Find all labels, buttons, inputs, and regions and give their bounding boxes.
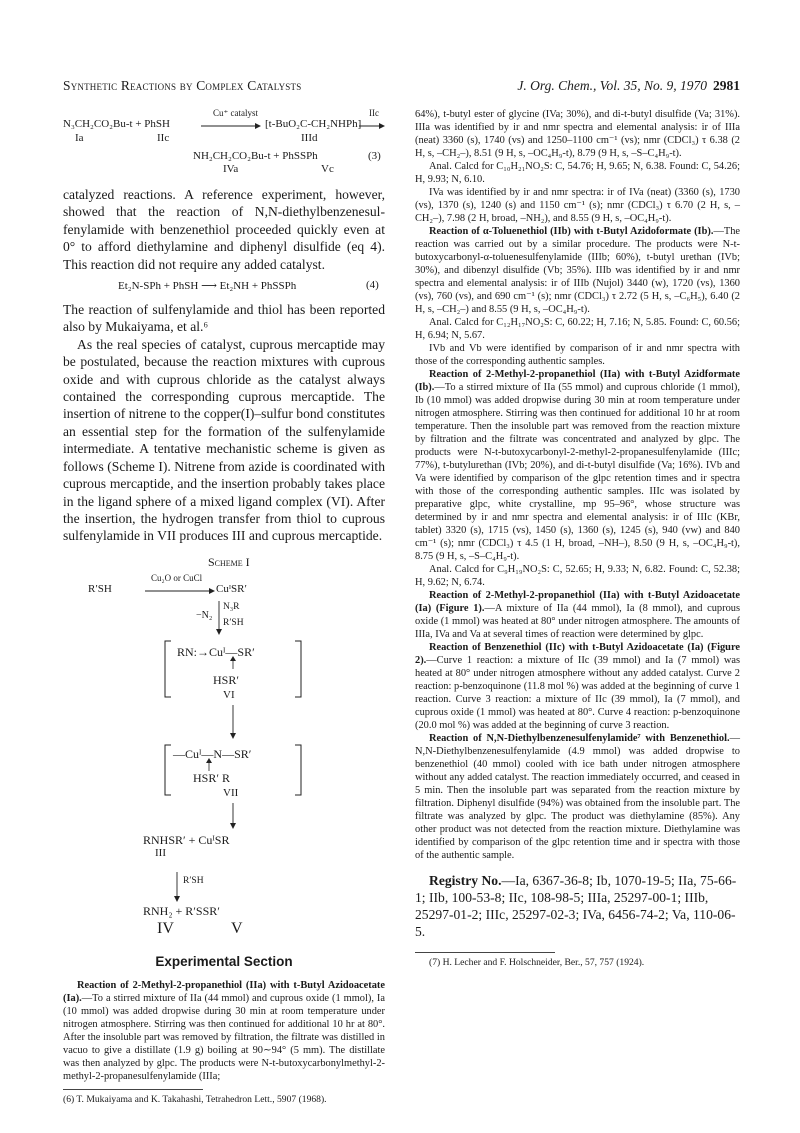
eq3-label-ia: Ia (75, 132, 84, 144)
eq3-label-iic: IIc (157, 132, 170, 144)
journal-citation: J. Org. Chem., Vol. 35, No. 9, 1970 (517, 78, 707, 93)
registry-label: Registry No. (429, 873, 502, 888)
scheme-iii-line: RNHSR′ + CuᴵSR (143, 832, 230, 847)
right-paragraph-6: IVb and Vb were identified by comparison of ir and nmr spectra with those of the corresponding authentic samples. (415, 343, 740, 367)
equation-4 (63, 279, 385, 297)
footnote-rule-left (63, 1089, 203, 1090)
eq3-products: NH₂CH₂CO₂Bu-t + PhSSPh (193, 150, 318, 162)
right-p9-body: —A mixture of IIa (44 mmol), Ia (8 mmol), and cuprous oxide (1 mmol) was heated at 80° under nitrogen atmosphere. The amounts of IIIa, IVa and Va at several times of reaction were determined by glpc. (415, 603, 741, 640)
eq3-number: (3) (368, 150, 381, 162)
scheme-rsh-2: R′SH (223, 617, 244, 628)
eq3-label-vc: Vc (321, 163, 334, 175)
left-paragraph-1: catalyzed reactions. A reference experiment, however, showed that the reaction of N,N-diethylbenzenesulfenylamide with benzenethiol proceeded quickly even at 0° to afford diethylamine and diphenyl disulfide (eq 4). This reaction did not require any added catalyst. (63, 187, 385, 272)
registry-body: —Ia, 6367-36-8; Ib, 1070-19-5; IIa, 75-66-1; IIb, 100-53-8; IIc, 108-98-5; IIIa, 25297-00-1; IIIb, 25297-01-2; IIIc, 25297-02-3; IVa, 6456-74-2; Va, 110-06-5. (415, 873, 737, 939)
scheme-i (63, 555, 385, 880)
experimental-p1-title: Reaction of 2-Methyl-2-propanethiol (IIa) with t-Butyl Azidoacetate (Ia). (63, 979, 385, 1004)
right-paragraph-11 (415, 732, 740, 862)
footnote-7: (7) H. Lecher and F. Holschneider, Ber., 57, 757 (1924). (429, 957, 645, 968)
right-paragraph-5: Anal. Calcd for C₁₂H₁₇NO₂S: C, 60.22; H, 7.16; N, 5.85. Found: C, 60.56; H, 6.94; N, 5.67. (415, 317, 740, 341)
eq3-label-iva: IVa (223, 163, 239, 175)
right-p9-title: Reaction of 2-Methyl-2-propanethiol (IIa) with t-Butyl Azidoacetate (Ia) (Figure 1). (415, 590, 740, 614)
right-paragraph-2: Anal. Calcd for C₁₀H₂₁NO₂S: C, 54.76; H, 9.65; N, 6.38. Found: C, 54.26; H, 9.93; N, 6.10. (415, 161, 740, 185)
scheme-arrow-4 (229, 803, 237, 829)
right-p7-title: Reaction of 2-Methyl-2-propanethiol (IIa) with t-Butyl Azidformate (Ib). (415, 369, 740, 393)
eq3-catalyst: Cu⁺ catalyst (213, 108, 258, 118)
eq3-arrow-2 (359, 122, 385, 130)
scheme-final-step (63, 875, 385, 948)
right-paragraph-1: 64%), t-butyl ester of glycine (IVa; 30%), and di-t-butyl disulfide (Va; 31%). IIIa was identified by ir and nmr spectra and elemental analysis: ir of IIIa (neat) 3360 (s), 1740 (vs) and 1250–1100 cm⁻¹ (vs); nmr (CDCl₃) τ 6.38 (2 H, s, –CH₂–), 8.51 (9 H, s, –OC₄H₉-t), 8.79 (9 H, s, –S–C₄H₉-t). (415, 109, 740, 159)
scheme-arrow-5 (173, 872, 181, 902)
eq3-label-iiid: IIId (301, 132, 318, 144)
eq4-text: Et₂N-SPh + PhSH ⟶ Et₂NH + PhSSPh (118, 280, 297, 293)
right-p11-body: —N,N-Diethylbenzenesulfenylamide (4.9 mmol) was added dropwise to benzenethiol (40 mmol) cooled with ice bath under nitrogen atmosphere without any added catalyst. The reaction immediately occurred, and ceased in 5 min. Then the insoluble part was separated from the reaction mixture by filtration. Diphenyl disulfide (94%) was obtained from the insoluble part. The filtrate was analyzed by glpc. The product was diethylamine (85%). Any other product was not detected from the reaction mixture. Diethylamine was identified by comparison of the glpc retention time and ir spectra with those of the authentic sample. (415, 733, 740, 861)
scheme-n3r: N₃R (223, 601, 240, 612)
scheme-arrow-3 (229, 705, 237, 739)
right-p10-body: —Curve 1 reaction: a mixture of IIc (39 mmol) and Ia (7 mmol) was heated at 80° under nitrogen atmosphere without any added catalyst. Curve 2 reaction: p-benzoquinone (11.8 mol %) was added at the beginning of curve 1 reaction. Curve 3 reaction: a mixture of IIc (39 mmol), Ia (7 mmol), and cuprous oxide (1 mmol) was heated at 80°. Curve 4 reaction: p-benzoquinone (20.0 mol %) was added at the beginning of curve 3 reaction. (415, 655, 740, 731)
footnote-6: (6) T. Mukaiyama and K. Takahashi, Tetrahedron Lett., 5907 (1968). (63, 1093, 327, 1105)
experimental-paragraph-1 (63, 979, 385, 1083)
scheme-vii-label: VII (223, 786, 239, 799)
left-paragraph-2: The reaction of sulfenylamide and thiol has been reported also by Mukaiyama, et al.⁶ (63, 302, 385, 335)
scheme-vi-top: RN:→Cuᴵ—SR′ (177, 644, 255, 659)
scheme-vi-label: VI (223, 688, 235, 701)
scheme-iv-label: IV (157, 919, 174, 937)
experimental-heading: Experimental Section (155, 953, 293, 969)
scheme-title: Scheme I (208, 554, 250, 569)
eq3-reagent: IIc (369, 108, 379, 118)
eq3-arrow-1 (201, 122, 261, 130)
right-p4-body: —The reaction was carried out by a similar procedure. The products were N-t-butoxycarbonyl-α-toluenesulfenylamide (IIIb; 60%), t-butyl urethan (IVb; 30%), and dibenzyl disulfide (Vb; 35%). IIIb was identified by ir and nmr spectra and elemental analysis: ir of IIIb (Nujol) 3440 (w), 1720 (vs), 1360 (vs), 760 (vs), and 690 cm⁻¹ (s); nmr (CDCl₃) τ 2.72 (5 H, s, –C₆H₅), 6.40 (2 H, s, –CH₂–) and 8.55 (9 H, s, –OC₄H₉-t). (415, 226, 740, 315)
eq4-number: (4) (366, 279, 379, 292)
right-paragraph-4 (415, 225, 740, 316)
scheme-arrow-1 (145, 587, 215, 595)
scheme-vi-bottom: HSR′ (213, 672, 239, 687)
right-paragraph-3: IVa was identified by ir and nmr spectra: ir of IVa (neat) (3360 (s), 1730 (vs), 1370 (s), 1240 (s) and 1150 cm⁻¹ (s); nmr (CDCl₃) τ 6.70 (2 H, s, –CH₂–), 7.98 (2 H, broad, –NH₂), and 8.55 (9 H, s, –OC₄H₉-t). (415, 187, 740, 224)
eq3-intermediate: [t-BuO₂C-CH₂NHPh] (265, 118, 362, 130)
experimental-p1-body: —To a stirred mixture of IIa (44 mmol) and cuprous oxide (1 mmol), Ia (10 mmol) was added dropwise during 30 min at room temperature under nitrogen atmosphere. Stirring was then continued for additional 10 hr at 80°. After the insoluble part was removed by filtration, the filtrate was distilled in vacuo to give a distillate (1.9 g) boiling at 90∼94° (5 mm). The distillate was then analyzed by glpc. The products were N-t-butoxycarbonylmethyl-2-methyl-2-propanesulfenylamide (IIIa; (63, 992, 385, 1082)
page-number: 2981 (713, 78, 740, 93)
right-p10-title: Reaction of Benzenethiol (IIc) with t-Butyl Azidoacetate (Ia) (Figure 2). (415, 642, 740, 666)
right-p11-title: Reaction of N,N-Diethylbenzenesulfenylamide⁷ with Benzenethiol. (429, 733, 730, 744)
footnote-rule-right (415, 952, 555, 953)
scheme-arrow-2 (215, 601, 223, 635)
right-column (415, 108, 740, 969)
left-paragraph-3: As the real species of catalyst, cuprous mercaptide may be postulated, because the reaction mixtures with cuprous oxide and with cuprous chloride as the catalyst always contained the corresponding cuprous mercaptide. The insertion of nitrene to the copper(I)–sulfur bond constitutes an essential step for the formation of the sulfenylamide intermediate. A tentative mechanistic scheme is given as follows (Scheme I). Nitrene from azide is coordinated with cuprous mercaptide, and the insertion probably takes place in the ligand sphere of a mixed ligand complex (VI). After the insertion, the hydrogen transfer from thiol to cuprous sulfenylamide in VII produces III and cuprous mercaptide. (63, 336, 386, 544)
right-p7-body: —To a stirred mixture of IIa (55 mmol) and cuprous chloride (1 mmol), Ib (10 mmol) was added dropwise during 30 min at room temperature under nitrogen atmosphere. Stirring was then continued for additional 10 hr at room temperature. Then the insoluble part was removed from the reaction mixture by filtration and the filtrate was concentrated and analyzed by glpc. The products were N-t-butoxycarbonyl-2-methyl-2-propanesulfenylamide (IIIc; 77%), t-butylurethan (IVb; 20%), and di-t-butyl disulfide (Va; 16%). IVb and Va were identified by comparison of the glpc retention times and ir spectra with those of the corresponding authentic samples. IIIc was isolated by preparative glpc, white crystalline, mp 95–96°, whose structure was determined by ir and nmr spectra and elemental analysis: ir of IIIc (KBr, tablet) 3320 (s), 1715 (vs), 1450 (s), 1360 (s), 1245 (s), 940 (vw) and 840 cm⁻¹ (s); nmr (CDCl₃) τ 4.5 (1 H, broad, –NH–), 8.50 (9 H, s, –OC₄H₉-t), 8.75 (9 H, s, –S–C₄H₉-t). (415, 382, 740, 562)
scheme-vii-bottom: HSR′ R (193, 770, 230, 785)
right-paragraph-7 (415, 368, 740, 563)
registry-numbers (415, 872, 740, 940)
scheme-final-rsh: R′SH (183, 875, 204, 886)
scheme-cusr: CuᴵSR′ (216, 582, 247, 595)
scheme-rsh: R′SH (88, 582, 112, 595)
eq3-reactants: N₃CH₂CO₂Bu-t + PhSH (63, 118, 170, 130)
running-header-right (517, 78, 740, 94)
running-header-left: Synthetic Reactions by Complex Catalysts (63, 78, 302, 93)
scheme-catalyst: Cu₂O or CuCl (151, 572, 203, 583)
right-p4-title: Reaction of α-Toluenethiol (IIb) with t-Butyl Azidoformate (Ib). (429, 226, 714, 237)
left-column (63, 108, 385, 1106)
scheme-minus-n2: −N₂ (196, 609, 213, 621)
right-paragraph-8: Anal. Calcd for C₉H₁₉NO₂S: C, 52.65; H, 9.33; N, 6.82. Found: C, 52.38; H, 9.62; N, 6.74. (415, 564, 740, 588)
right-paragraph-9 (415, 589, 740, 641)
scheme-vii-top: —Cuᴵ—N—SR′ (173, 746, 252, 761)
equation-3 (63, 108, 385, 182)
scheme-v-label: V (231, 919, 243, 937)
scheme-iii-label: III (155, 846, 166, 859)
scheme-final-products: RNH₂ + R′SSR′ (143, 903, 220, 918)
right-paragraph-10 (415, 641, 740, 732)
